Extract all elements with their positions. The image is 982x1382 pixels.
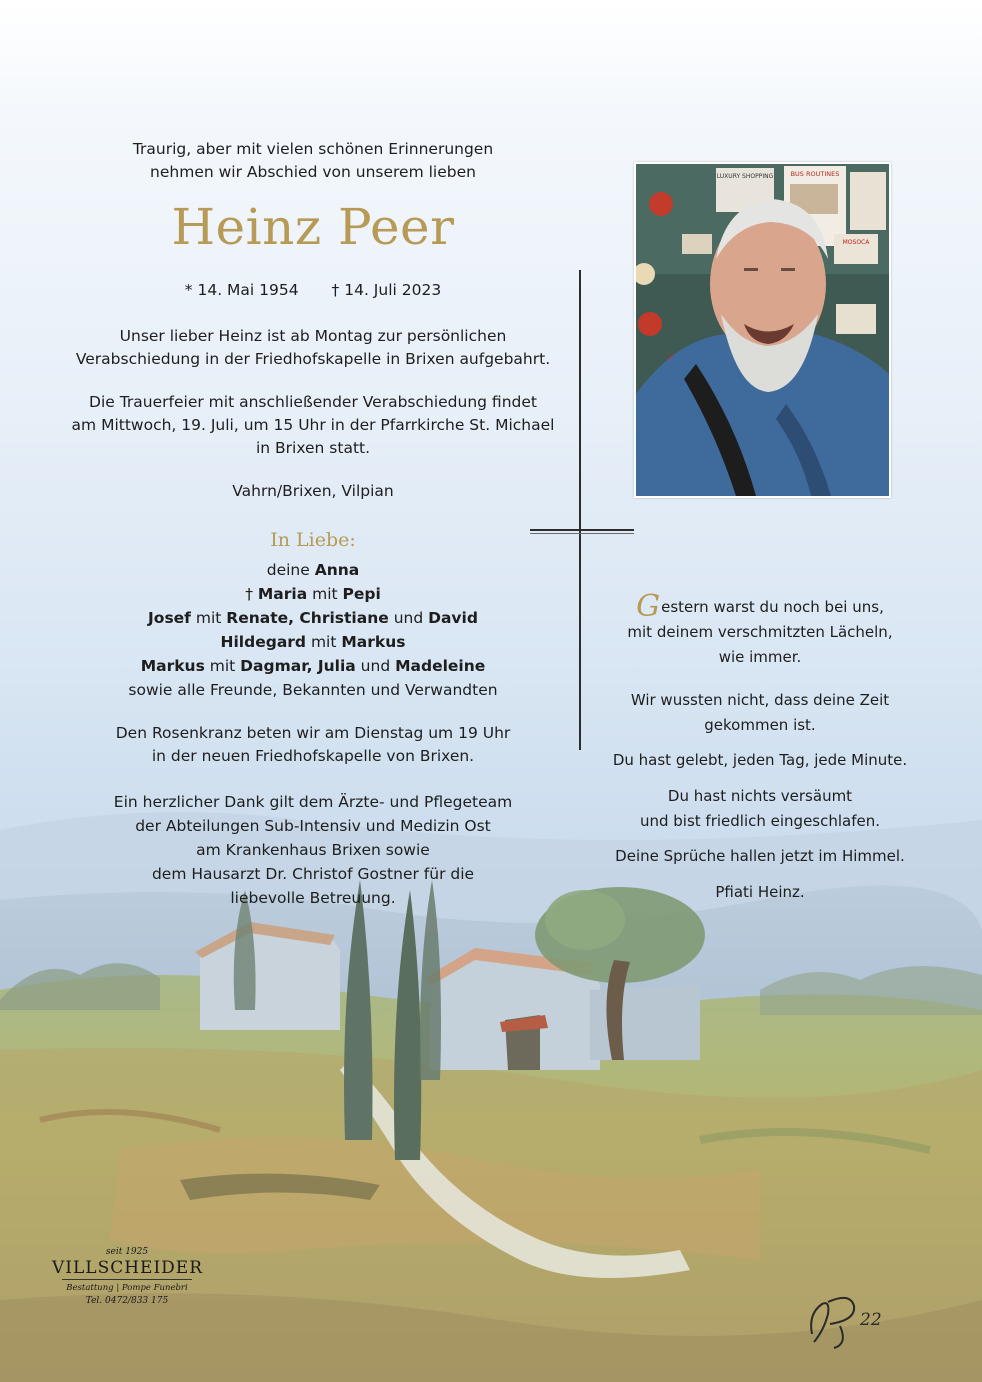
logo-subtitle: Bestattung | Pompe Funebri xyxy=(66,1283,188,1293)
paragraph-line: am Mittwoch, 19. Juli, um 15 Uhr in der Pfarrkirche St. Michael xyxy=(71,416,555,434)
logo-phone: Tel. 0472/833 175 xyxy=(85,1296,169,1306)
photo-sign-text: MOSOCA xyxy=(842,239,870,246)
poem-stanza xyxy=(610,688,910,738)
funeral-paragraph xyxy=(60,391,566,460)
intro-text xyxy=(60,138,566,184)
poem-line: Gestern warst du noch bei uns, xyxy=(636,589,884,624)
deceased-name: Heinz Peer xyxy=(171,198,455,256)
poem-line: Du hast nichts versäumt xyxy=(667,787,853,805)
mourner-line: Hildegard mit Markus xyxy=(220,633,406,651)
birth-date: * 14. Mai 1954 xyxy=(184,281,299,299)
paragraph-line: dem Hausarzt Dr. Christof Gostner für die xyxy=(151,865,475,883)
mourners-list xyxy=(60,558,566,702)
mourner-line: Josef mit Renate, Christiane und David xyxy=(148,609,478,627)
poem-line: Deine Sprüche hallen jetzt im Himmel. xyxy=(615,847,905,865)
mourners-heading: In Liebe: xyxy=(270,529,356,551)
poem-line: Wir wussten nicht, dass deine Zeit xyxy=(630,691,890,709)
photo-sign-text: LUXURY SHOPPING xyxy=(716,173,774,180)
paragraph-line: in der neuen Friedhofskapelle von Brixen. xyxy=(151,747,475,765)
thanks-paragraph xyxy=(60,790,566,910)
viewing-paragraph xyxy=(60,325,566,371)
death-date: † 14. Juli 2023 xyxy=(331,281,442,299)
poem-stanza xyxy=(610,784,910,834)
portrait-photo xyxy=(634,162,891,498)
cross-horizontal-bar xyxy=(530,529,634,531)
photo-sign-text: BUS ROUTINES xyxy=(790,170,840,178)
poem-line: und bist friedlich eingeschlafen. xyxy=(639,812,881,830)
paragraph-line: in Brixen statt. xyxy=(255,439,371,457)
life-dates xyxy=(60,278,566,302)
cross-vertical-bar xyxy=(579,270,581,750)
paragraph-line: Den Rosenkranz beten wir am Dienstag um 19 Uhr xyxy=(115,724,511,742)
funeral-home-logo xyxy=(52,1246,202,1308)
artist-signature xyxy=(800,1284,900,1354)
paragraph-line: Die Trauerfeier mit anschließender Verabschiedung findet xyxy=(89,393,537,411)
paragraph-line: liebevolle Betreuung. xyxy=(230,889,396,907)
signature-year: 22 xyxy=(860,1310,882,1330)
paragraph-line: Verabschiedung in der Friedhofskapelle in Brixen aufgebahrt. xyxy=(75,350,551,368)
mourner-line: deine Anna xyxy=(266,561,360,579)
poem-line: gekommen ist. xyxy=(704,716,816,734)
paragraph-line: der Abteilungen Sub-Intensiv und Medizin Ost xyxy=(135,817,491,835)
poem-initial: G xyxy=(636,589,661,624)
portrait-image xyxy=(636,164,889,496)
cross-horizontal-shadow xyxy=(530,533,634,534)
intro-line: nehmen wir Abschied von unserem lieben xyxy=(150,163,476,181)
mourner-line: sowie alle Freunde, Bekannten und Verwandten xyxy=(128,681,498,699)
poem-line: Du hast gelebt, jeden Tag, jede Minute. xyxy=(612,751,908,769)
logo-divider xyxy=(62,1279,192,1280)
paragraph-line: am Krankenhaus Brixen sowie xyxy=(196,841,430,859)
paragraph-line: Unser lieber Heinz ist ab Montag zur persönlichen xyxy=(119,327,507,345)
mourner-line: Markus mit Dagmar, Julia und Madeleine xyxy=(140,657,486,675)
logo-brand: VILLSCHEIDER xyxy=(52,1258,204,1278)
paragraph-line: Ein herzlicher Dank gilt dem Ärzte- und Pflegeteam xyxy=(113,793,513,811)
rosary-paragraph xyxy=(60,722,566,768)
poem-line: wie immer. xyxy=(718,648,802,666)
poem-line: Pfiati Heinz. xyxy=(715,883,805,901)
intro-line: Traurig, aber mit vielen schönen Erinnerungen xyxy=(132,140,494,158)
place-of-residence: Vahrn/Brixen, Vilpian xyxy=(232,482,394,500)
poem-stanza xyxy=(610,589,910,670)
mourner-line: † Maria mit Pepi xyxy=(245,585,381,603)
logo-since: seit 1925 xyxy=(105,1247,149,1257)
poem-line: mit deinem verschmitzten Lächeln, xyxy=(627,623,893,641)
